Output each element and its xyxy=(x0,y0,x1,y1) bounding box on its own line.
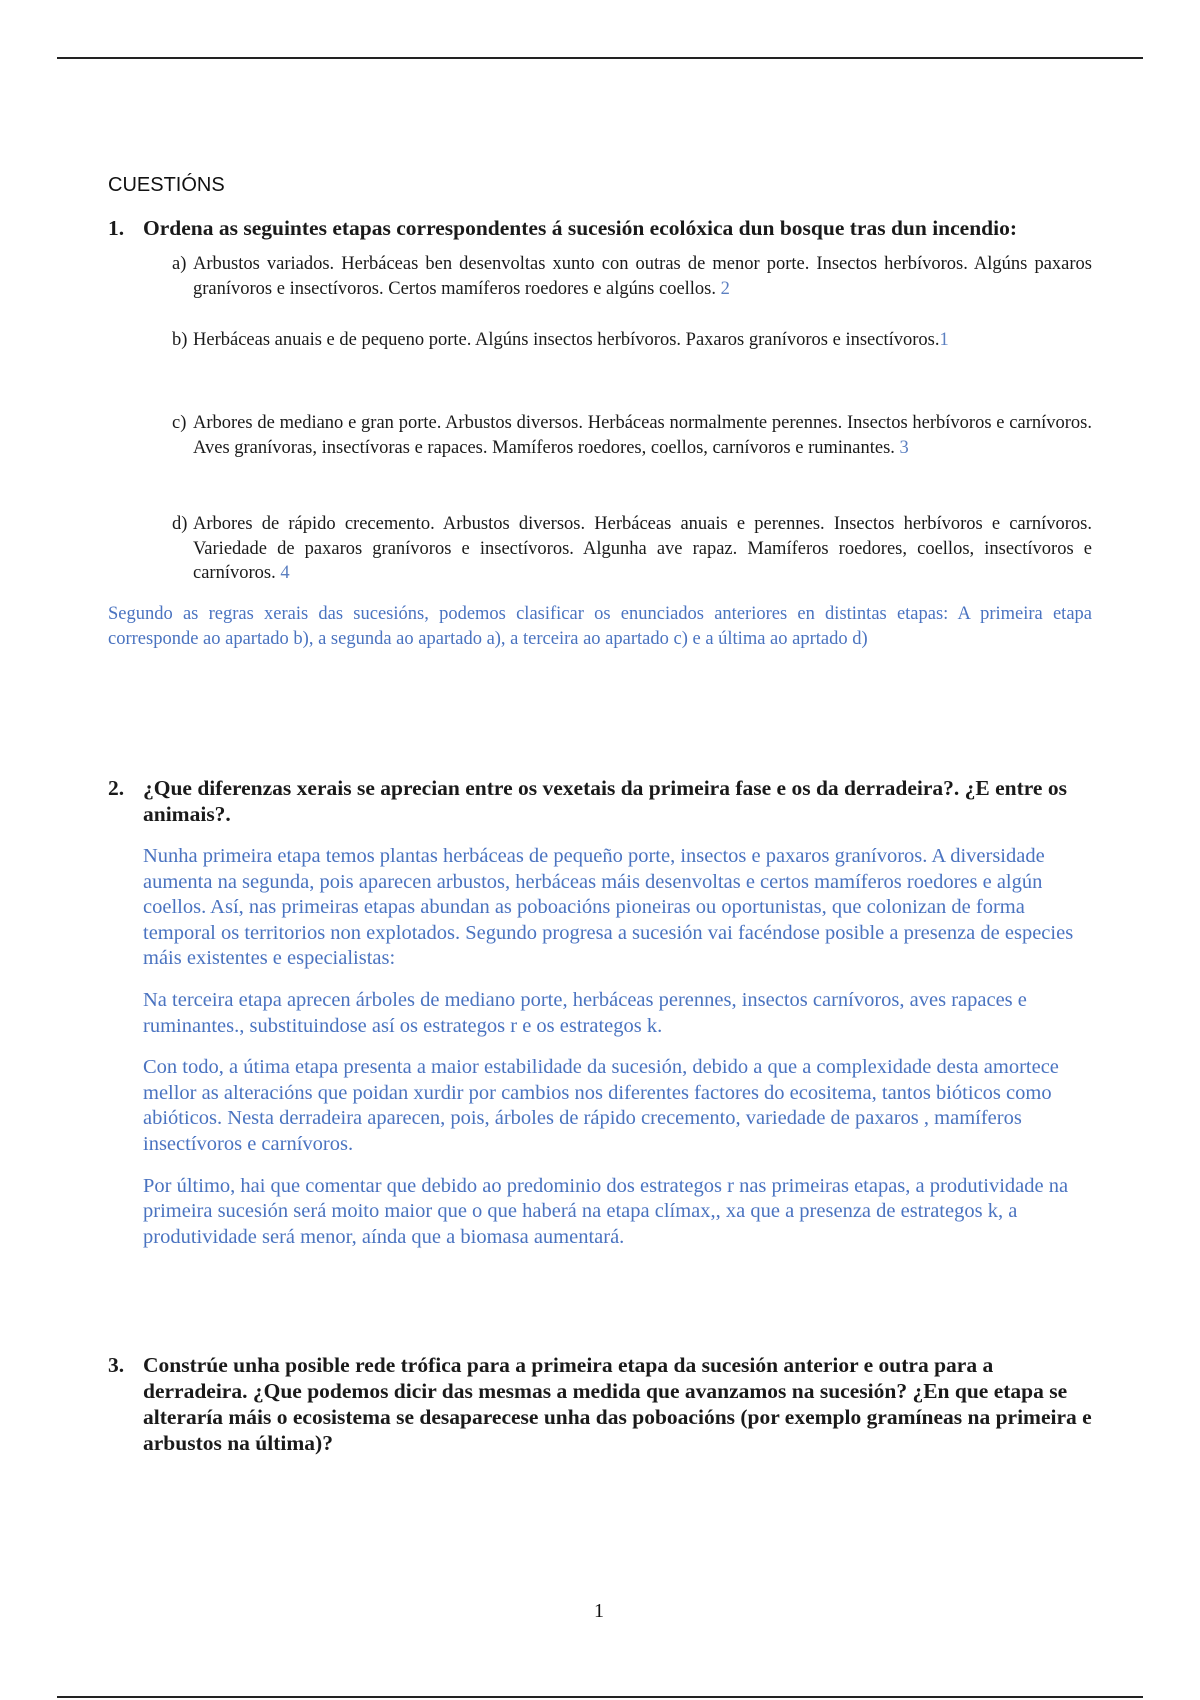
answer-paragraph: Por último, hai que comentar que debido ao predominio dos estrategos r nas primeiras etapas, a produtividade na primeira sucesión será moito maior que o que haberá na etapa clímax,, xa que a presenza de estrategos k, a produtividade será menor, aínda que a biomasa aumentará. xyxy=(143,1174,1069,1248)
question-number: 2. xyxy=(108,776,125,800)
option-answer: 3 xyxy=(899,437,909,458)
option-letter: b) xyxy=(172,330,188,350)
option-text: Arbustos variados. Herbáceas ben desenvoltas xunto con outras de menor porte. Insectos herbívoros. Algúns paxaros granívoros e insectívoros. Certos mamíferos roedores e algúns coellos. xyxy=(193,254,1092,299)
section-title: CUESTIÓNS xyxy=(108,174,225,196)
answer-paragraph: Na terceira etapa aprecen árboles de mediano porte, herbáceas perennes, insectos carnívoros, aves rapaces e ruminantes., substituindose así os estrategos r e os estrategos k. xyxy=(143,988,1027,1037)
option-c xyxy=(172,411,1092,460)
question-text: Constrúe unha posible rede trófica para a primeira etapa da sucesión anterior e outra para a derradeira. ¿Que podemos dicir das mesmas a medida que avanzamos na sucesión? ¿En que etapa se alteraría máis o ecosistema se desaparecese unha das poboacións (por exemplo gramíneas na primeira e arbustos na última)? xyxy=(143,1353,1092,1455)
top-rule xyxy=(57,57,1143,59)
question-1-title xyxy=(108,215,1093,241)
question-2-answer xyxy=(143,844,1093,1266)
question-text: ¿Que diferenzas xerais se aprecian entre os vexetais da primeira fase e os da derradeira?. ¿E entre os animais?. xyxy=(143,776,1067,826)
option-text: Arbores de rápido crecemento. Arbustos diversos. Herbáceas anuais e perennes. Insectos herbívoros e carnívoros. Variedade de paxaros granívoros e insectívoros. Algunha ave rapaz. Mamíferos roedores, coellos, insectívoros e carnívoros. xyxy=(193,514,1092,583)
option-b xyxy=(172,328,1092,353)
option-a xyxy=(172,252,1092,301)
question-3-title xyxy=(108,1352,1093,1456)
question-2-title xyxy=(108,775,1093,827)
page-number: 1 xyxy=(594,1600,604,1622)
answer-paragraph: Con todo, a útima etapa presenta a maior estabilidade da sucesión, debido a que a complexidade desta amortece mellor as alteracións que poidan xurdir por cambios nos diferentes factores do ecositema, tantos bióticos como abióticos. Nesta derradeira aparecen, pois, árboles de rápido crecemento, variedade de paxaros , mamíferos insectívoros e carnívoros. xyxy=(143,1056,1059,1155)
option-letter: a) xyxy=(172,254,187,274)
answer-paragraph: Nunha primeira etapa temos plantas herbáceas de pequeño porte, insectos e paxaros granívoros. A diversidade aumenta na segunda, pois aparecen arbustos, herbáceas máis desenvoltas e certos mamíferos roedores e algún coellos. Así, nas primeiras etapas abundan as poboacións pioneiras ou oportunistas, que colonizan de forma temporal os territorios non explotados. Segundo progresa a sucesión vai facéndose posible a presenza de especies máis existentes e especialistas: xyxy=(143,845,1074,970)
option-text: Arbores de mediano e gran porte. Arbustos diversos. Herbáceas normalmente perennes. Insectos herbívoros e carnívoros. Aves granívoras, insectívoras e rapaces. Mamíferos roedores, coellos, carnívoros e ruminantes. xyxy=(193,413,1092,458)
bottom-rule xyxy=(57,1696,1143,1698)
question-text: Ordena as seguintes etapas correspondentes á sucesión ecolóxica dun bosque tras dun incendio: xyxy=(143,216,1018,240)
option-answer: 1 xyxy=(939,330,949,350)
option-d xyxy=(172,512,1092,586)
option-answer: 4 xyxy=(280,563,290,583)
option-letter: d) xyxy=(172,514,188,534)
option-answer: 2 xyxy=(720,278,730,299)
question-number: 1. xyxy=(108,216,125,240)
question-1-answer: Segundo as regras xerais das sucesións, podemos clasificar os enunciados anteriores en distintas etapas: A primeira etapa corresponde ao apartado b), a segunda ao apartado a), a terceira ao apartado c) e a última ao aprtado d) xyxy=(108,604,1092,649)
option-letter: c) xyxy=(172,413,187,433)
option-text: Herbáceas anuais e de pequeno porte. Algúns insectos herbívoros. Paxaros granívoros e insectívoros. xyxy=(193,330,940,350)
question-number: 3. xyxy=(108,1353,125,1377)
